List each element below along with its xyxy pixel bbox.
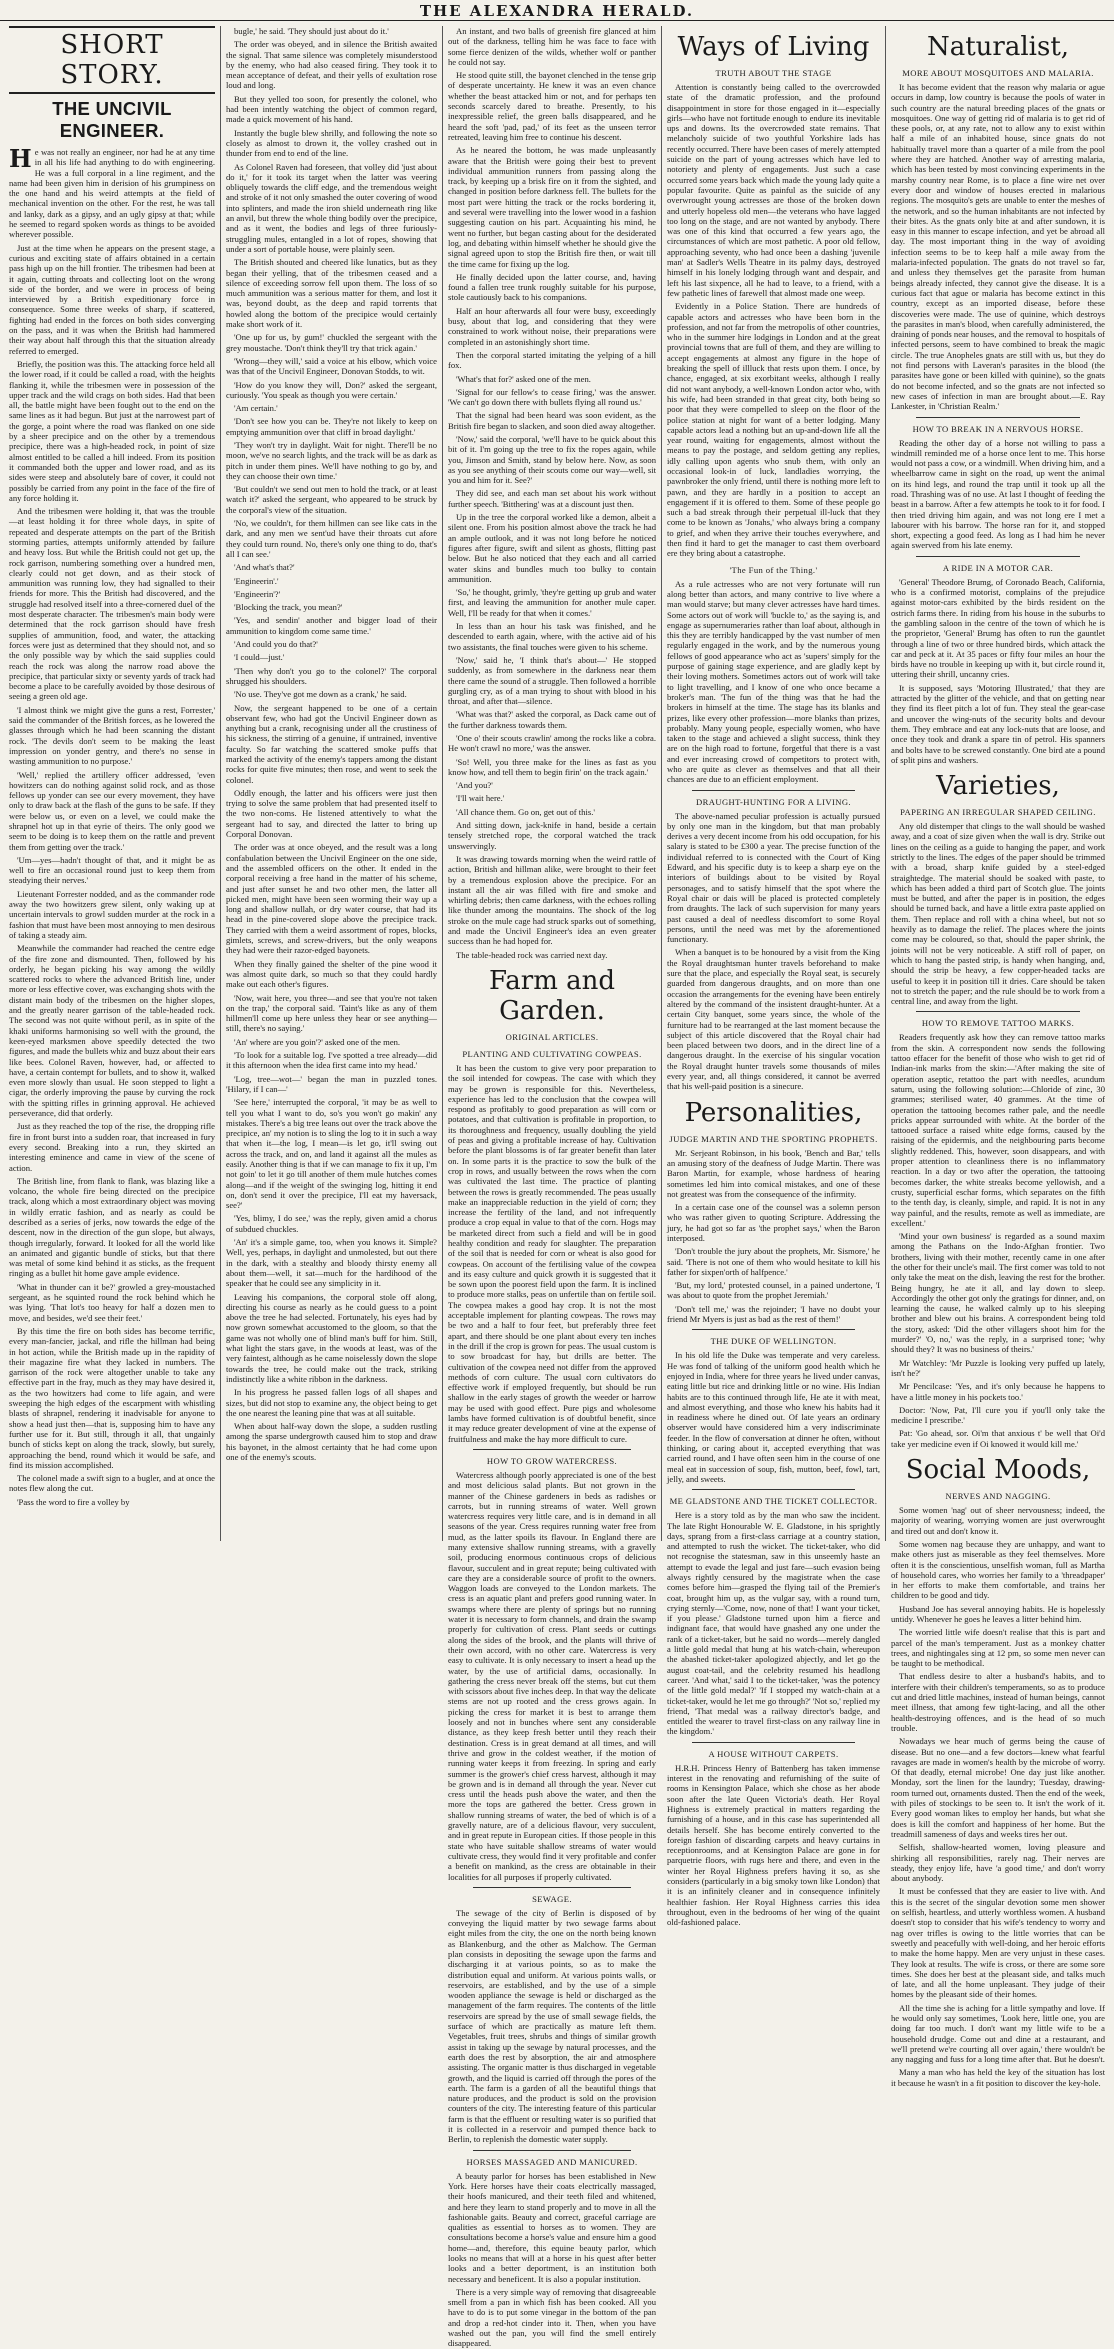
article-paragraph: It has become evident that the reason why malaria or ague occurs in damp, low country is because the pools of water in such country are the natural breeding places of the gnats or mosquitoes. One way of getting rid of malaria is to get rid of these pools, or, at any rate, not to allow any to exist within half a mile of an inhabited house, since gnats do not habitually travel more than a quarter of a mile from the pool where they are hatched. Another way of arresting malaria, which has been tested by most convincing experiments in the marshy country near Rome, is to place a fine wire net over every door and window of houses erected in malarious regions. The mosquito's gets are unable to enter the meshes of the network, and so the human inhabitants are not infected by their bites. As the gnats only bite at and after sundown, it is easy in this manner to escape infection, and yet be abroad all day. The most important thing in the way of avoiding infection seems to be to keep half a mile away from the malaria-infected population. The gnats do not travel so far, and unless they themselves get the parasite from human beings already infected, they cannot give the disease. It is a curious fact that ague or malaria has become extinct in this country, except as an imported disease, before these discoveries were made. The use of quinine, which destroys the parasites in man's blood, when carefully administered, the draining of ponds near houses, and the removal to hospitals of infected persons, seem to have combined to break the magic circle. The true Anopheles gnats are still with us, but they do not find persons with Laveran's parasites in the blood (the parasites have gone or been killed with quinine), so the gnats do not become infected, and so the gnats are not infected so new cases of infection in man are brought about.—E. Ray Lankester, in 'Christian Realm.' — [891, 82, 1105, 412]
article-paragraph: 'And what's that?' — [234, 562, 295, 573]
article-paragraph: As he neared the bottom, he was made unpleasantly aware that the British were going their best to prevent individual ammunition runners from passing along the track, by keeping up a brisk fire on it from the sighted, and changed in position before darkness fell. The bullets for the most part were hitting the track or the rocks bordering it, and several were travelling into the lower wood in a fashion suggesting caution on his part. Acquainting his mind, he went no further, but began casting about for the desiderated log, and debating within himself whether he should give the signal agreed upon to stop the British fire then, or wait till the time came for fixing up the log. — [448, 145, 656, 269]
masthead — [0, 0, 1114, 21]
rule — [692, 1329, 855, 1330]
subheading-sewage: SEWAGE. — [532, 1893, 572, 1904]
article-paragraph: 'No use. They've got me down as a crank,' he said. — [234, 689, 407, 700]
article-paragraph: The worried little wife doesn't realise that this is part and parcel of the man's temperament. Just as a monkey chatter trees, and nightingales sing at 12 pm, so some men never can be taught to be methodical. — [891, 1627, 1105, 1669]
article-paragraph: It is supposed, says 'Motoring Illustrated,' that they are attracted by the glitter of the vehicle, and that on getting near they find its fleet pitch a lot of fun. They steal the gear-case and uncover the wing-nuts of the security bolts and devour them. They embrace and eat any lock-nuts that are loose, and once they took and drank a spare tin of petrol. His spanners and bolts have to be screwed constantly. One bird ate a pound of split pins and washers. — [891, 682, 1105, 765]
article-paragraph: The British shouted and cheered like lunatics, but as they began their yelling, that of the tribesmen ceased and a silence of exceeding sorrow fell upon them. The loss of so much ammunition was a serious matter for them, and lost it was, beyond doubt, as the deep and rapid torrents that howled along the bottom of the precipice would certainly make short work of it. — [226, 257, 437, 330]
article-paragraph: Doctor: 'Now, Pat, I'll cure you if you'll only take the medicine I prescribe.' — [891, 1404, 1105, 1426]
article-watercress — [448, 1470, 656, 1882]
article-paragraph: The order was obeyed, and in silence the British awaited the signal. That same silence was completely misunderstood by the enemy, who had also ceased firing. They took it to mean acceptance of defeat, and their yells of exultation rose loud and long. — [226, 39, 437, 91]
article-paragraph: Leaving his companions, the corporal stole off along, directing his course as nearly as he could guess to a point above the tree he had selected. Fortunately, his eyes had by now grown somewhat accustomed to the gloom, so that the game was not wholly one of blind man's buff for him. Still, what light the stars gave, in the woods at least, was of the very faintest, although as he came noiselessly down the slope towards the tree, he could make out the track, striking indistinctly like a white ribbon in the darkness. — [226, 1291, 437, 1384]
article-paragraph: As a rule actresses who are not very fortunate will run along better than actors, and many contrive to live where a man would starve; but many clever actresses have hard times. Some actors out of work will 'buckle to,' as the saying is, and engage as supernumeraries rather than loaf about, although in this they are terribly handicapped by the vast number of men regularly engaged in the work, and by the numerous young fellows of good appearance who act as 'supers' simply for the purpose of gaining stage experience, and are gladly kept by their loving mothers. Sometimes actors out of work will take to light travelling, and I know of one who once became a broker's man. 'The fun of the thing was that he had the brokers in himself at the time. The stage has its blanks and prizes, like every other profession—more blanks than prizes, probably. Many young people, especially women, who have taken to the stage and achieved a slight success, think they are on the high road to fortune, forgetful that there is a vast and ever increasing crowd of competitors to protect with, who are quite as clever as themselves and that all their chances are due to an efficient employment. — [667, 578, 880, 785]
article-horses — [448, 2171, 656, 2349]
article-paragraph: 'All chance them. Go on, get out of this.' — [456, 806, 595, 817]
rule — [473, 1449, 631, 1450]
article-paragraph: It has been the custom to give very poor preparation to the soil intended for cowpeas. The case with which they may be grown is responsible for this. Nevertheless, experience has led to the conclusion that the cowpea will respond as profitably to good preparation as will corn or potatoes, and that cultivation is profitable in proportion, to its thoroughness and frequency, usually doubling the yield of peas and giving a profitable increase of hay. Cultivation before the plant blossoms is of far greater benefit than later on. In some parts it is the practice to sow the bulk of the crop in rows, and usually between the rows when the corn was cultivated the last time. The practice of planting between the rows is greatly recommended. The peas usually make an inappreciable reduction in the yield of corn; they increase the fertility of the land, and not infrequently produce a crop equal in value to that of the corn. Hogs may be marketed direct from such a field and will be in good healthy condition and ready for slaughter. The preparation of the soil that is needed for corn or wheat is also good for cowpeas. On account of the fertilising value of the cowpea and its easy culture and quick growth it is suggested that it be sown upon the poorest field upon the farm. It is inclined to produce more stalks, peas on unfertile than on fertile soil. The cowpea makes a good hay crop. It is not the most acceptable implement for planting cowpeas. The rows may be two and a half to four feet, but preferably three feet apart, and there should be one plant about every ten inches in the drill if the crop is grown for peas. The usual custom is to sow broadcast for hay, but drills are better. The cultivation of the cowpea need not differ from the approved methods of corn culture. The usual corn cultivators do effective work if employed frequently, but should be run shallow in the early stages of growth the weeder or harrow may be used with good effect. Pure pigs and wholesome lambs have formed cultivation is of doubtful benefit, since it may reduce greater development of vine at the expense of fruitfulness and make the hay more difficult to cure. — [448, 1062, 656, 1444]
rule — [692, 1742, 855, 1743]
subheading-motor-car: A RIDE IN A MOTOR CAR. — [942, 562, 1054, 573]
article-paragraph: And the tribesmen were holding it, that was the trouble—at least holding it for three whole days, in spite of repeated and desperate attempts on the part of the British storming parties, attempts uniformly attended by failure and heavy loss. But while the British could not get up, the rock garrison, numbering something over a hundred men, clearly could not get down, and as their stock of ammunition was running low, they had signalled to their friends for more. This the British had discovered, and the struggle had resolved itself into a three-cornered duel of the most desperate character. The tribesmen's main body were determined that the rock garrison should have fresh supplies of ammunition, food, and water, the attacking forces were just as determined that they should not, and so the only possible way by which the said supplies could reach the rock was along the narrow road above the precipice, that particular sixty or seventy yards of track had become a place to be carefully avoided by those desirous of seeing a green old age. — [9, 506, 215, 702]
article-paragraph: Meanwhile the commander had reached the centre edge of the fire zone and dismounted. Then, followed by his orderly, he began picking his way among the wildly scattered rocks to where the advanced British line, under more or less effective cover, was exchanging shots with the distant main body of the tribesmen on the higher slopes, and the greatly nearer garrison of the table-headed rock. The second was not quite without peril, as in spite of the khaki uniforms harmonising so well with the ground, the keen-eyed marksmen above speedily detected the two figures, and made the bullets whiz and buzz about their ears like bees. Colonel Raven, however, had, or affected to have, a certain contempt for bullets, and to show it, walked even more slowly than usual. He soon stepped to light a cigar, the orderly improving the pause by curving the rock with the spitting rifles in grinning approval. He achieved perseverance, did that orderly. — [9, 943, 215, 1119]
article-paragraph: Any old distemper that clings to the wall should be washed away, and a coat of size given when the wall is dry. Strike out lines on the ceiling as a guide to hanging the paper, and work strictly to the lines. The edges of the paper should be trimmed with a broad, sharp knife guided by a steel-edged straightedge. The material should be soaked with paste, to which has been added a third part of Scotch glue. The joints must be butted, and after the paper is in position, the edges should be turned back, and have a little extra paste applied on them. Then replace and roll with a china wheel, but not so heavily as to damage the relief. The places where the joints come may be coloured, so that, should the paper shrink, the joints will not be very noticeable. A stiff roll of paper, on which to hang the pasted strip, is handy when hanging, and, should the strip be heavy, a few copper-headed tacks are useful to keep it in position till it dries. Care should be taken not to stretch the paper; and the rule should be to work from a central line, and away from the light. — [891, 821, 1105, 1007]
subheading-cowpeas: PLANTING AND CULTIVATING COWPEAS. — [462, 1048, 642, 1059]
article-paragraph: Now, the sergeant happened to be one of a certain observant few, who had got the Uncivil Engineer down as anything but a crank, recognising under all the crustiness of his sickness, the stirring of a genuine, if untrained, inventive faculty. So far watching the scattered smoke puffs that marked the activity of the enemy's tappers among the distant rocks for quite five minutes; then rose, and went to seek the colonel. — [226, 702, 437, 785]
article-paragraph: 'Signal for our fellow's to cease firing,' was the answer. 'We can't go down there with bullets flying all round us.' — [448, 386, 656, 408]
article-paragraph: By this time the fire on both sides has become terrific, every man-fancier, jackal, and rifle the hillman had being in hot action, while the British made up in the rapidity of their magazine fire what they lacked in numbers. The garrison of the rock were altogether unable to take any effective part in the fray, much as they may have desired it, as the two howitzers had come to life again, and were sweeping the high edges of the escarpment with whistling blasts of shrapnel, rendering it inadvisable for anyone to show a head just then—that is, supposing him to have any further use for it. But still, through it all, that ungainly bunch of sticks kept on along the track, slowly, but surely, approaching the bend, round which it would be safe, and find its mission accomplished. — [9, 1325, 215, 1470]
article-paragraph: 'Well,' replied the artillery officer addressed, 'even howitzers can do nothing against solid rock, and as those fellows up yonder can see our every movement, they have only to draw back at the flash of the guns to be safe. If they were below us, or even on a level, we could make the shrapnel hot up in that eyrie of theirs. The only good we seem to be doing is to keep them on the rattle and prevent them from getting over the track.' — [9, 769, 215, 852]
article-paragraph: In less than an hour his task was finished, and he descended to earth again, where, with the active aid of his two assistants, the final touches were given to his scheme. — [448, 621, 656, 652]
article-paragraph: That the signal had been heard was soon evident, as the British fire began to slacken, and soon died away altogether. — [448, 410, 656, 431]
article-paragraph: Many a man who has held the key of the situation has lost it because he wasn't in a fit position to discover the key-hole. — [891, 2067, 1105, 2088]
article-paragraph: A beauty parlor for horses has been established in New York. Here horses have their coats electrically massaged, their hoofs manicured, and their teeth filed and whitened, and here they learn to stand properly and to move in all the fashionable gaits. Beauty and correct, graceful carriage are qualities as essential to horses as to women. They are consultations become a horse's value and ensure him a good home—and, therefore, this equine beauty parlor, which looks no means that will at a horse in his quest after better looks and a better deportment, is an institution both necessary and beneficent. It is also a popular institution. — [448, 2170, 656, 2284]
article-mosquitoes — [891, 82, 1105, 412]
article-paragraph: 'Log, tree—wot—' began the man in puzzled tones. 'Hilary, if I can—' — [226, 1073, 437, 1094]
article-paragraph: 'I could—just.' — [234, 652, 285, 663]
subheading-gladstone: ME GLADSTONE AND THE TICKET COLLECTOR. — [669, 1496, 878, 1507]
article-paragraph: 'An' where are you goin'?' asked one of the men. — [234, 1036, 401, 1047]
story-title: THE UNCIVIL ENGINEER. — [52, 98, 172, 141]
article-paragraph: Evidently in a Police Station. There are hundreds of capable actors and actresses who have been born in the profession, and not far from the metropolis of other countries, who in the summer hire lodgings in London and at the great provincial towns that are full of them, and they are willing to accept engagements at almost any figure in the hope of breaking the spell of illluck that rests upon them. I once, by chance, engaged, at six exorbitant weeks, although I really did not want anybody, a well-known London actor who, with his wife, had been stranded in that great city, both being so poor that they were compelled to sleep on the floor of the police station at night for want of a better lodging. Many capable actors lead a nothing but an up-and-down life all the year round, waiting for engagements, almost without the means to pay the postage, and seldom getting any replies, idly calling upon agents who snub them, with only an occasional look-in of luck, landladies worrying, the pawnbroker the only friend, until there is nothing more left to pawn, and they are hardly in a position to accept an engagement if it is offered to them. Some of these people go such a bad streak through their perpetual ill-luck that they come to be known as 'Jonahs,' who always bring a company to grief, and when they arrive their touches everywhere, and then find it hard to get the manager to cast them overboard ere they bring about a catastrophe. — [667, 301, 880, 559]
subheading-duke: THE DUKE OF WELLINGTON. — [710, 1336, 837, 1347]
section-heading-social-moods: Social Moods, — [905, 1455, 1091, 1486]
article-paragraph: Briefly, the position was this. The attacking force held all the lower road, if it could be called a road, with the heights flanking it, while the tribesmen were in possession of the upper track and the wild crags on both sides. Had that been all, the battle might have been fought out to the end on the same lines as it had begun. But just at the narrowest part of the gorge, a point where the road was flanked on one side by a sheer precipice and on the other by a tremendous precipice, there was a high-headed rock, in point of size almost entitled to be called a hill indeed. From its position it commanded both the upper and lower road, and as its sides were steep and absolutely bare of cover, it could not possibly be carried from any point in the face of the fire of any force holding it. — [9, 358, 215, 503]
column-short-story — [4, 26, 220, 1541]
article-paragraph: But they yelled too soon, for presently the colonel, who had been intently watching the object of common regard, made a quick movement of his hand. — [226, 93, 437, 125]
article-paragraph: 'So,' he thought, grimly, 'they're getting up grub and water first, and leaving the ammunition for another mule caper. Well, I'll be ready for that when it comes.' — [448, 587, 656, 618]
article-paragraph: Watercress although poorly appreciated is one of the best and most delicious salad plants. But not grown in the manner of the Chinese gardeners in beds as radishes or carrots, but in running streams of water. Well grown watercress requires very little care, and is in demand in all seasons of the year. Cress requires running water free from mud, as the latter spoils its flavour. In England there are many extensive shallow running streams, with a gravelly soil, producing enormous continuous crops of delicious flavour, succulent and in great repute; being cultivated with care they are a considerable source of profit to the owners. Waggon loads are conveyed to the London markets. The cress is an aquatic plant and prefers good running water. In swamps where there are plenty of springs but no running water it is necessary to form channels, and drain the swamp properly for cultivation of cress. Plant seeds or cuttings along the sides of the brook, and the plants will thrive of their own accord, with no other care. Watercress is very easy to cultivate. It is only necessary to insert a head up the water, by the use of artificial dams, occasionally. In gathering the cress never break off the stems, but cut them with scissors about five inches deep. In that way the delicate stems are not up rooted and the cress grows again. In picking the cress for market it is best to arrange them loosely and not in bunches where sent any considerable distance, as they keep fresh better until they reach their destination. Cress is in great demand at all times, and will thrive and grow in the coldest weather, if the motion of running water keeps it from freezing. In spring and early summer is the grower's chief cress harvest, although it may be grown and is in demand all through the year. Never cut cress until the heads push above the water, and then the more the tops are gathered the better. Cress grown in shallow running streams of water, the bed of which is of a gravelly nature, are of a delicious flavour, very succulent, and in great repute in European cities. If those people in this state who have suitable shallow streams of water would cultivate cress, they would find it very profitable and confer a benefit on mankind, as the cress are obtainable in their localities for all purposes if properly cultivated. — [448, 1469, 656, 1882]
article-paragraph: 'So! Well, you three make for the lines as fast as you know how, and tell them to begin firin' on the track again.' — [448, 756, 656, 777]
article-paragraph: Just at the time when he appears on the present stage, a curious and exciting state of affairs obtained in a certain pass high up on the hill frontier. The tribesmen had been at it again, cutting throats and collecting loot on the wrong side of the border, and we were in process of being interviewed by a British expeditionary force in consequence. Some three weeks of sharp, if scattered, fighting had ended in the forces on both sides converging on the pass, and it was when the British had hammered their way about half through this that the situation already referred to emerged. — [9, 242, 215, 356]
article-carpets — [667, 1763, 880, 1928]
article-paragraph: Then the corporal started imitating the yelping of a hill fox. — [448, 349, 656, 371]
article-gladstone — [667, 1510, 880, 1737]
article-paragraph: 'I almost think we might give the guns a rest, Forrester,' said the commander of the British forces, as he lowered the glasses through which he had been scanning the distant rock. 'The devils don't seem to be making the least impression on yonder gentry, and there's no sense in wasting ammunition to no purpose.' — [9, 704, 215, 767]
article-paragraph: In his progress he passed fallen logs of all shapes and sizes, but did not stop to examine any, the object being to get the one nearest the leaning pine that was at all suitable. — [226, 1387, 437, 1418]
article-paragraph: The sewage of the city of Berlin is disposed of by conveying the liquid matter by two sewage farms about eight miles from the city, the one on the north being known as Blankenburg, and the other as Malchow. The German plan consists in depositing the sewage upon the farms and discharging it at various points, so as to make the distribution equal and uniform. At various points walls, or reservoirs, are established, and by the use of a simple wooden appliance the sewage is held or discharged as the management of the farm requires. The contents of the little reservoirs are spread by the use of small sewage fields, the surface of which are practically as mature left them. Vegetables, fruit trees, shrubs and things of similar growth assist in taking up the sewage by natural processes, and the earth does the rest by absorption, the air and atmosphere assisting. The organic matter is thus discharged in vegetable growth, and the liquid is carried off through the pores of the earth. The farm is a garden of all the beautiful things that nature produces, and the product is sold on the provision counters of the city. The interesting feature of this particular farm is that the effluent or resulting water is so purified that it is collected in a reservoir and pumped thence back to Berlin, to replenish the domestic water supply. — [448, 1907, 656, 2145]
section-heading-naturalist: Naturalist, — [926, 32, 1070, 62]
section-heading-short-story: SHORT STORY. — [9, 26, 215, 94]
article-paragraph: 'And you?' — [456, 780, 493, 791]
article-paragraph: 'Then why don't you go to the colonel?' The corporal shrugged his shoulders. — [226, 665, 437, 686]
article-paragraph: They did see, and each man set about his work without further speech. 'Bitthering' was at a discount just then. — [448, 488, 656, 509]
article-paragraph: Just as they reached the top of the rise, the dropping rifle fire in front burst into a sudden roar, that increased in fury every second. Breaking into a run, they skirted an interesting eminence and came in view of the scene of action. — [9, 1121, 215, 1173]
article-paragraph: The colonel made a swift sign to a bugler, and at once the notes flew along the cut. — [9, 1473, 215, 1494]
article-paragraph: Pat: 'Go ahead, sor. Oi'm that anxious t' be well that Oi'd take yer medicine even if Oi knowed it would kill me.' — [891, 1428, 1105, 1449]
article-paragraph: 'What was that?' asked the corporal, as Dack came out of the further darkness towards them. — [448, 709, 656, 730]
article-draught — [667, 811, 880, 1092]
article-paragraph: H.R.H. Princess Henry of Battenberg has taken immense interest in the renovating and refurnishing of the suite of rooms in Kensington Palace, which she chose as her abode soon after the late Queen Victoria's death. Her Royal Highness is extremely practical in matters regarding the furnishing of a house, and in this case has superintended all details herself. She has become entirely converted to the foreign fashion of discarding carpets and heavy curtains in receptionrooms, and at Kensington Palace are gone in for parquetrie floors, with rugs here and there, and even in the winter her Royal Highness prefers having it so, as she considers (particularly in a big smoky town like London) that it is an infinitely cleaner and in consequence infinitely healthier fashion. Her Royal Highness carries this idea throughout, even in the bedrooms of her wing of the quaint old-fashioned palace. — [667, 1762, 880, 1928]
rule — [916, 1011, 1080, 1012]
column-farm-and-garden — [442, 26, 661, 2349]
section-heading-farm-garden: Farm and Garden. — [488, 965, 615, 1026]
subheading-carpets: A HOUSE WITHOUT CARPETS. — [708, 1748, 839, 1759]
article-paragraph: And sitting down, jack-knife in hand, beside a certain tensely stretched rope, the corporal watched the track unswervingly. — [448, 820, 656, 851]
article-paragraph: 'Engineerin'?' — [234, 588, 281, 599]
article-nervous-horse — [891, 438, 1105, 551]
article-motor-car — [891, 577, 1105, 765]
rule — [473, 2150, 631, 2151]
article-paragraph: When they finally gained the shelter of the pine wood it was almost quite dark, so much so that they could hardly make out each other's figures. — [226, 958, 437, 990]
article-paragraph: Oddly enough, the latter and his officers were just then trying to solve the same problem that had presented itself to the two non-coms. He listened attentively to what the sergeant had to say, and directed the latter to bring up Corporal Donovan. — [226, 787, 437, 840]
story-paragraph: He was not really an engineer, nor had he at any time in all his life had anything to do with engineering. He was a full corporal in a line regiment, and the name had been given him in derision of his grumpiness on the one hand and his weird attempts at the field of mechanical invention on the other. For the rest, he was tall and lanky, dark as a gipsy, and an ugly gipsy at that; while he seemed to regard spoken words as things to be avoided wherever possible. — [9, 144, 215, 240]
article-duke — [667, 1350, 880, 1484]
article-paragraph: 'Pass the word to fire a volley by — [17, 1496, 130, 1507]
article-paragraph: There is a very simple way of removing that disagreeable smell from a pan in which fish has been cooked. All you have to do is to put some vinegar in the bottom of the pan and drop a red-hot cinder into it. Then, when you have washed out the pan, you will find the smell entirely disappeared. — [448, 2286, 656, 2349]
article-paragraph: He finally decided upon the latter course, and, having found a fallen tree trunk roughly suitable for his purpose, stole cautiously back to his companions. — [448, 271, 656, 303]
article-paragraph: All the time she is aching for a little sympathy and love. If he would only say sometimes, 'Look here, little one, you are doing far too much. I don't want my little wife to be a household drudge. Come out and dine at a restaurant, and we'll pretend we're courting all over again,' there wouldn't be any nagging and fuss for a long time after that. But he doesn't. — [891, 2002, 1105, 2065]
article-cowpeas — [448, 1063, 656, 1444]
article-paragraph: 'They won't try in daylight. Wait for night. There'll be no moon, we've no search lights, and the track will be as dark as pitch in under them pines. We'll have nothing to go by, and they can choose their own time.' — [226, 439, 437, 481]
article-paragraph: When a banquet is to be honoured by a visit from the King the Royal draughtsman hunter travels beforehand to make sure that the place, and especially the Royal seat, is securely guarded from dangerous draughts, and on more than one occasion the arrangements for the evening have been entirely altered by the command of the insistent draught-hunter. At a certain City banquet, some years since, the whole of the furniture had to be rearranged at the last moment because the subject of this article discovered that the Royal chair had been placed between two doors, and in the direct line of a dangerous draught. In the exercise of his singular vocation the Royal draught hunter travels some thousands of miles every year, and, all things considered, it cannot be averred that his well-paid position is a sinecure. — [667, 947, 880, 1092]
article-paragraph: 'Wrong—they will,' said a voice at his elbow, which voice was that of the Uncivil Engineer, Donovan Stodds, to wit. — [226, 355, 437, 377]
article-paragraph: 'I'll wait here.' — [456, 793, 505, 804]
article-paragraph: Husband Joe has several annoying habits. He is hopelessly untidy. Whenever he goes he leaves a litter behind him. — [891, 1603, 1105, 1624]
article-paragraph: 'But couldn't we send out men to hold the track, or at least watch it?' asked the sergeant, who appeared to be struck by the corporal's view of the situation. — [226, 484, 437, 515]
article-stage — [667, 82, 880, 559]
newspaper-title: THE ALEXANDRA HERALD. — [419, 2, 695, 20]
article-paragraph: Instantly the bugle blew shrilly, and following the note so closely as almost to drown it, the volley crashed out in thunder from end to end of the line. — [226, 127, 437, 159]
article-fun — [667, 579, 880, 785]
article-paragraph: 'But, my lord,' protested counsel, in a pained undertone, 'I was about to quote from the prophet Jeremiah.' — [667, 1280, 880, 1301]
article-sewage — [448, 1908, 656, 2145]
article-paragraph: 'Blocking the track, you mean?' — [234, 602, 343, 613]
column-naturalist — [885, 26, 1110, 2088]
article-paragraph: Mr Pencilcase: 'Yes, and it's only because he happens to have a little money in his pockets too.' — [891, 1381, 1105, 1402]
article-paragraph: 'Engineerin'.' — [234, 575, 279, 586]
article-paragraph: 'Now,' said the corporal, 'we'll have to be quick about this bit of it. I'm going up the tree to fix the ropes again, while you, Jimson and Smith, stand by below here. Now, as soon as you see anything of their scouts come our way—well, sit you and him for it. See?' — [448, 433, 656, 486]
article-paragraph: In his old life the Duke was temperate and very careless. He was fond of talking of the uniform good health which he enjoyed in India, where for three years he lived under canvas, eating little but rice and drinking little or no wine. His Indian habits are to this continued through life, He ate it with meat, and almost everything, and those who knew his habits had it in readiness where he dined out. Of late years an ordinary observer would have considered him a very indiscriminate feeder. In the flow of conversation at dinner he often, without thinking, or caring about it, accepted everything that was carried round, and I have often seen him in the course of one meal eat in succession of soup, fish, mutton, beef, fowl, tart, jelly, and sweets. — [667, 1350, 880, 1484]
rule — [692, 790, 855, 791]
article-paragraph: 'Yes, and sendin' another and bigger load of their ammunition to kingdom come same time.' — [226, 615, 437, 636]
subheading-mosquitoes: MORE ABOUT MOSQUITOES AND MALARIA. — [902, 68, 1094, 78]
subheading-tattoo: HOW TO REMOVE TATTOO MARKS. — [921, 1018, 1075, 1029]
article-paragraph: 'An' it's a simple game, too, when you knows it. Simple? Well, yes, perhaps, in daylight and unmolested, but out there in the dark, with a stealthy and bloody thirsty enemy all about them—well, it sat—much for the hardihood of the speaker that he could see any simplicity in it. — [226, 1237, 437, 1289]
story-conclusion — [448, 26, 656, 960]
article-paragraph: 'What in thunder can it be?' growled a grey-moustached sergeant, as he squinted round the rock behind which he was lying. 'That lot's too heavy for half a dozen men to move, and besides, we'd see their feet.' — [9, 1281, 215, 1323]
article-paragraph: The table-headed rock was carried next day. — [456, 949, 608, 960]
article-paragraph: 'Mind your own business' is regarded as a sound maxim among the Pathans on the Indo-Afghan frontier. Two brothers, living with their mother, recently came in one after the other for their uncle's mail. The first comer was told to not only take the meat on the dish, leaving the rest for the brother. Being hungry, he ate it all, and lay down to sleep. Accordingly the other got only the gratings for dinner, and, on learning the cause, he walked calmly up to his sleeping brother and blew out his brains. A correspondent being told the story, asked: 'Did the other villagers shoot him for the murder?' 'O, no,' was the reply, in a surprised tone; 'why should they? It was no business of theirs.' — [891, 1231, 1105, 1355]
article-paragraph: Lieutenant Forrester nodded, and as the commander rode away the two howitzers grew silent, only waking up at uncertain intervals to growl sudden murder at the rock in a fashion that must have been most annoying to men desirous of taking a steady aim. — [9, 888, 215, 940]
rule — [916, 417, 1080, 418]
article-paragraph: 'Um—yes—hadn't thought of that, and it might be as well to fire an occasional round just to keep them from steadying their nerves.' — [9, 854, 215, 886]
article-paragraph: 'Am certain.' — [234, 403, 278, 414]
article-paragraph: 'Don't see how you can be. They're not likely to keep on emptying ammunition over that cliff in broad daylight.' — [226, 416, 437, 437]
article-paragraph: Mr. Serjeant Robinson, in his book, 'Bench and Bar,' tells an amusing story of the deafness of Judge Martin. There was Baron Martin, for example, whose hardness of hearing sometimes led him into comical mistakes, and one of these not greatest was from the consequence of the infirmity. — [667, 1147, 880, 1199]
article-paragraph: Some women nag because they are unhappy, and want to make others just as miserable as they feel themselves. More often it is the conscientious, unselfish woman, full as Martha of household cares, who worries her family to a 'threadpaper' in her efforts to make them comfortable, and trains her children to be good and tidy. — [891, 1538, 1105, 1601]
article-paragraph: The British line, from flank to flank, was blazing like a volcano, the whole fire being directed on the precipice track, along which a most extraordinary object was moving in wildly erratic fashion, and as nearly as could be described as a series of jerks, now towards the edge of the descent, now in the direction of the gun slope, but always, though irregularly, forward. It looked for all the world like an animated and gigantic bundle of sticks, but that there was metal of some kind behind it as sticks, as the frequent ringing as a bullet hit home gave ample evidence. — [9, 1175, 215, 1279]
article-paragraph: 'No, we couldn't, for them hillmen can see like cats in the dark, and any men we sent'ud have their throats cut afore they could turn round. No, there's only one thing to do, that's all I can see.' — [226, 518, 437, 559]
article-paragraph: 'Don't trouble the jury about the prophets, Mr. Sismore,' he said. 'There is not one of them who would hesitate to kill his father for sixpen'orth of halfpence.' — [667, 1246, 880, 1277]
subheading-nagging: NERVES AND NAGGING. — [945, 1491, 1051, 1502]
article-paragraph: Nowadays we hear much of germs being the cause of disease. But no one—and a few doctors—knew what fearful ravages are made in women's health by the microbe of worry. Of that deadly, eternal microbe! One day just like another. Monday, sort the linen for the laundry; Tuesday, drawing-room turned out, ornaments dusted. Then the end of the week, with piles of stockings to be seen to. It isn't the work of it. Every good woman likes to employ her hands, but what she does is kill the comfort and happiness of her home. But the treadmill sameness of days and weeks tires her out. — [891, 1736, 1105, 1839]
article-paragraph: In a certain case one of the counsel was a solemn person who was rather given to quoting Scripture. Addressing the jury, he had got so far as 'the prophet says,' when the Baron interposed. — [667, 1202, 880, 1243]
article-paragraph: 'Now,' said he, 'I think that's about—' He stopped suddenly, as from somewhere in the darkness near them there came the sound of a struggle. Then followed a horrible gurgling cry, as of a man trying to shout with blood in his throat, and after that—silence. — [448, 654, 656, 707]
article-paragraph: 'One o' their scouts crawlin' among the rocks like a cobra. He won't crawl no more,' was the answer. — [448, 733, 656, 754]
article-judge — [667, 1148, 880, 1325]
column-story-continued — [220, 26, 442, 1541]
subheading-judge: JUDGE MARTIN AND THE SPORTING PROPHETS. — [669, 1133, 878, 1144]
article-paragraph: As Colonel Raven had foreseen, that volley did 'just about do it,' for it took its target when the latter was veering obliquely towards the cliff edge, and the tremendous weight and stroke of it not only smashed the outer covering of wood into splinters, and made the iron shield underneath ring like an anvil, but threw the whole thing bodily over the precipice, and as it went, the bodies and legs of three furiously-struggling mules, entangled in a lot of ropes, showing that under a sort of portable house, were plainly seen. — [226, 161, 437, 254]
article-paragraph: 'See here,' interrupted the corporal, 'it may be as well to tell you what I want to do, so's you won't go makin' any mistakes. There's a big tree leans out over the track above the precipice, an' my notion is to sling the log to it in such a way that when it—the log, I mean—is let go, it'll swing out across the track, and on, and land it against all the mules as easily. Another thing is that if we can manage to fix it up, I'm not goin' to let it go till another of them mule hutches comes along—and if the weight of the swinging log, hitting it end on, don't send it over the precipice, I'll eat my haversack, see?' — [226, 1097, 437, 1211]
article-paragraph: 'To look for a suitable log. I've spotted a tree already—did it this afternoon when the idea first came into my head.' — [226, 1050, 437, 1071]
article-paragraph: Some women 'nag' out of sheer nervousness; indeed, the majority of wearing, worrying women are just overwrought and tired out and don't know it. — [891, 1505, 1105, 1536]
article-paragraph: 'How do you know they will, Don?' asked the sergeant, curiously. 'You speak as though you were certain.' — [226, 379, 437, 400]
article-paragraph: Readers frequently ask how they can remove tattoo marks from the skin. A correspondent now sends the following tattoo effacer for the benefit of those who wish to get rid of Indian-ink marks from the skin:—'After making the site of operation aseptic, retattoo the part with needles, acundum saturn, using the following solution:—Chloride of zinc, 30 grammes; sterilised water, 40 grammes. At the time of operation the tattooing becomes rather pale, and the needle pricks appear surrounded with white. At the border of the tattooed surface a raised white edge forms, caused by the raising of the epidermis, and the neighbouring parts become slightly reddened. This, however, soon disappears, and with proper attention to cleanliness there is no inflammatory reaction. In a day or two after the operation, the tattooing becomes darker, the white streaks become yellowish, and a crusty, superficial eschar forms, which separates on the fifth to the tenth day, is cleanly, simple, and rapid. It is not in any way painful, and the results, remote as well as immediate, are excellent.' — [891, 1032, 1105, 1228]
section-heading-varieties: Varieties, — [936, 771, 1060, 802]
article-paragraph: Here is a story told as by the man who saw the incident. The late Right Honourable W. E. Gladstone, in his sprightly days, sprang from a first-class carriage at a country station, and attempted to rush the wicket. The ticket-taker, who did not recognise the statesman, saw in this unseemly haste an attempt to evade the legal and just fare—such evasion being always rightly censured by the magistrate when the case comes before him—grasped the flying tail of the Premier's coat, brought him up, as the vulgar say, with a round turn, crying sternly—'Come, now, none of that! I want your ticket, if you please.' Gladstone turned upon him a fierce and indignant face, that would have gnashed any one under the rank of a ticket-taker, but he said no words—merely dangled a little gold medal that hung at his watch-chain, whereupon the abashed ticket-taker apologized abjectly, and let go the august coat-tail, and the celebrity resumed his headlong career. 'And what,' said I to the ticket-taker, 'was the potency of the little gold medal?' 'If I stopped my watch-chain at a ticket-taker, would he let me go through?' 'Not so,' replied my friend, 'That medal was a railway director's badge, and entitled the wearer to travel first-class on any railway line in the kingdom.' — [667, 1510, 880, 1737]
drop-cap: H — [9, 144, 32, 173]
subheading-ceiling: PAPERING AN IRREGULAR SHAPED CEILING. — [900, 807, 1096, 818]
article-nagging — [891, 1505, 1105, 2088]
subheading-fun: 'The Fun of the Thing.' — [729, 564, 818, 575]
article-paragraph: An instant, and two balls of greenish fire glanced at him out of the darkness, telling him he was face to face with some fierce denizen of the wilds, whether wolf or panther he could not say. — [448, 26, 656, 67]
section-heading-ways-of-living: Ways of Living — [677, 32, 870, 62]
subheading-stage: TRUTH ABOUT THE STAGE — [715, 68, 832, 78]
article-paragraph: That endless desire to alter a husband's habits, and to interfere with their children's temperaments, so as to produce cut and dried little machines, instead of human beings, cannot meet illness, that among few tight-lacing, and all the other health-destroying offences, and is the head of so much trouble. — [891, 1671, 1105, 1733]
article-ceiling — [891, 821, 1105, 1006]
article-paragraph: 'What's that for?' asked one of the men. — [456, 373, 591, 384]
rule — [692, 1489, 855, 1490]
subheading-watercress: HOW TO GROW WATERCRESS. — [486, 1455, 618, 1466]
article-paragraph: Selfish, shallow-hearted women, loving pleasure and shirking all responsibilities, rarely nag. Their nerves are steady, they enjoy life, have 'a good time,' and don't worry about anybody. — [891, 1842, 1105, 1884]
article-paragraph: He stood quite still, the bayonet clenched in the tense grip of desperate uncertainty. He knew it was an even chance whether the beast attacked him or not, and for perhaps ten seconds scarcely dared to breathe. Presently, to his inexpressible relief, the green balls disappeared, and he heard the soft 'pad, pad,' of its feet as the unseen terror retreated, leaving him free to continue his descent. — [448, 70, 656, 142]
section-heading-personalities: Personalities, — [684, 1097, 863, 1128]
subheading-draught: DRAUGHT-HUNTING FOR A LIVING. — [696, 796, 851, 807]
article-paragraph: Up in the tree the corporal worked like a demon, albeit a silent one. From his position almost above the track he had an ample outlook, and it was not long before he noticed figures after figure, swift and silent as ghosts, flitting past below. But he also noticed that they each and all carried water skins and bundles much too bulky to contain ammunition. — [448, 512, 656, 584]
story-body-continued — [226, 26, 437, 1462]
article-paragraph: It was drawing towards morning when the weird rattle of action, British and hillman alike, were brought to their feet by a tremendous explosion above the precipice. For an instant all the air was filled with fire and smoke and whirling debris; then came darkness, with the echoes rolling like thunder among the mountains. The shock of the log stroke on the mule cage had struck sparks out of something, and made the Uncivil Engineer's idea an even greater success than he had hoped for. — [448, 853, 656, 947]
article-paragraph: The order was at once obeyed, and the result was a long confabulation between the Uncivil Engineer on the one side, and the assembled officers on the other. It ended in the corporal receiving a free hand in the matter of his scheme, and just after sunset he and two other men, the latter all picked men, might have been seen worming their way up a long and shallow nullah, or dry water course, that had its head in the pine-covered slope above the precipice track. They carried with them a weird assortment of ropes, blocks, gimlets, screws, and screw-drivers, but the only weapons they had were their razor-edged bayonets. — [226, 842, 437, 956]
article-paragraph: bugle,' he said. 'They should just about do it.' — [234, 26, 389, 36]
article-tattoo — [891, 1032, 1105, 1449]
subheading-nervous-horse: HOW TO BREAK IN A NERVOUS HORSE. — [912, 423, 1084, 434]
column-ways-of-living — [661, 26, 885, 1928]
columns — [4, 26, 1110, 2349]
article-paragraph: Half an hour afterwards all four were busy, exceedingly busy, about that log, and considering that they were constrained to work without noise, their preparations were completed in an astonishingly short time. — [448, 305, 656, 347]
article-paragraph: Attention is constantly being called to the overcrowded state of the dramatic profession, and the profound disappointment in store for those engaged in it—especially girls—who have not fortitude enough to endure its inevitable ups and downs. Its the overcrowded state remains. That melancholy suicide of two youthful Yorkshire lads has recently occurred. There have been cases of merely attempted suicide on the part of young actresses which have led to notoriety and plenty of engagements. Just such a case occurred some years back which made the young lady quite a popular favourite. Quite as painful as the suicide of any overwrought young actresses are those of the broken down and utterly hopeless old men—the veterans who have lagged too long on the stage, and are not wanted by anybody. There was one of this kind that occurred a few years ago, the circumstances of which are most pathetic. A poor old fellow, approaching seventy, who had once been a dashing 'juvenile man' at Sadler's Wells Theatre in its palmy days, destroyed himself in his lonely lodging through want and despair, and left his last sixpence, all he had to leave, to a friend, with a few pathetic lines of farewell that almost made one weep. — [667, 82, 880, 298]
article-paragraph: Mr Watchley: 'Mr Puzzle is looking very puffed up lately, isn't he?' — [891, 1357, 1105, 1378]
article-paragraph: When about half-way down the slope, a sudden rustling among the sparse undergrowth caused him to stop and draw his bayonet, in the almost certainty that he had come upon one of the enemy's scouts. — [226, 1421, 437, 1462]
article-paragraph: 'Don't tell me,' was the rejoinder; 'I have no doubt your friend Mr Myers is just as bad as the rest of them!' — [667, 1303, 880, 1325]
article-paragraph: 'General' Theodore Brumg, of Coronado Beach, California, who is a confirmed motorist, complains of the prejudice against motor-cars exhibited by the birds resident on the ostrich farms there. In riding from his house in the suburbs to the gambling saloon in the centre of the town of which he is the proprietor, 'General' Brumg has often to run the gauntlet through a line of two or three hundred birds, which attack the car and peck at it. At 35 paces or fifty four miles an hour the birds have no trouble in keeping up with it, but circle round it, uttering their shrill, uncanny cries. — [891, 576, 1105, 680]
subheading-original-articles: ORIGINAL ARTICLES. — [505, 1031, 599, 1042]
article-paragraph: It must be confessed that they are easier to live with. And this is the secret of the singular devotion some men shower on selfish, heartless, and utterly worthless women. A husband doesn't stop to consider that his wife's tendency to worry and nag over trifles is owing to the little worries that can be sweetly and peacefully with well-doing, and her heroic efforts to make the home happy. Men are very unjust in these cases. They look at results. The wife is cross, or there are some sore times. She does her best at the pleasant side, and talks much of late, and all the home unpleasant. They judge of their homes by the pleasant side of their homes. — [891, 1886, 1105, 2000]
article-paragraph: 'And could you do that?' — [234, 639, 318, 650]
article-paragraph: Reading the other day of a horse not willing to pass a windmill reminded me of a horse once lent to me. This horse would not pass a cow, or a windmill. When driving him, and a wheelbarrow came in sight on the road, up went the animal on its hind legs, and round the trap until it took up all the road. Thrashing was of no use. At last I thought of feeding the beast in a barrow. After a few attempts he took to it for food. I then tried driving him again, and was not long ere I met a labourer with his barrow. The horse ran for it, and stopped short, expecting a good feed. As long as I had him he never again swerved from his late enemy. — [891, 437, 1105, 551]
subheading-horses: HORSES MASSAGED AND MANICURED. — [466, 2156, 638, 2167]
article-paragraph: 'Yes, blimy, I do see,' was the reply, given amid a chorus of subdued chuckles. — [226, 1213, 437, 1234]
article-paragraph: 'Now, wait here, you three—and see that you're not taken on the trap,' the corporal said. 'Taint's like as any of them hillmen'll come up here unless they hear or see anything—still, there's no saying.' — [226, 992, 437, 1034]
rule — [473, 1887, 631, 1888]
article-paragraph: The above-named peculiar profession is actually pursued by only one man in the kingdom, but that man probably derives a very decent income from his odd occupation, for his salary is stated to be £300 a year. The precise function of the individual referred to is connected with the Court of King Edward, and his specific duty is to keep a sharp eye on the interiors of buildings about to be visited by Royal personages, and to satisfy himself that the spot where the Royal chair or dais will be placed is protected completely from draughts. The lack of such supervision for many years past caused a deal of needless discomfort to some Royal persons, until the need was met by the aforementioned functionary. — [667, 810, 880, 945]
rule — [916, 556, 1080, 557]
story-body — [9, 144, 215, 1507]
article-paragraph: 'One up for us, by gum!' chuckled the sergeant with the grey moustache. 'Don't think they'll try that trick again.' — [226, 332, 437, 353]
